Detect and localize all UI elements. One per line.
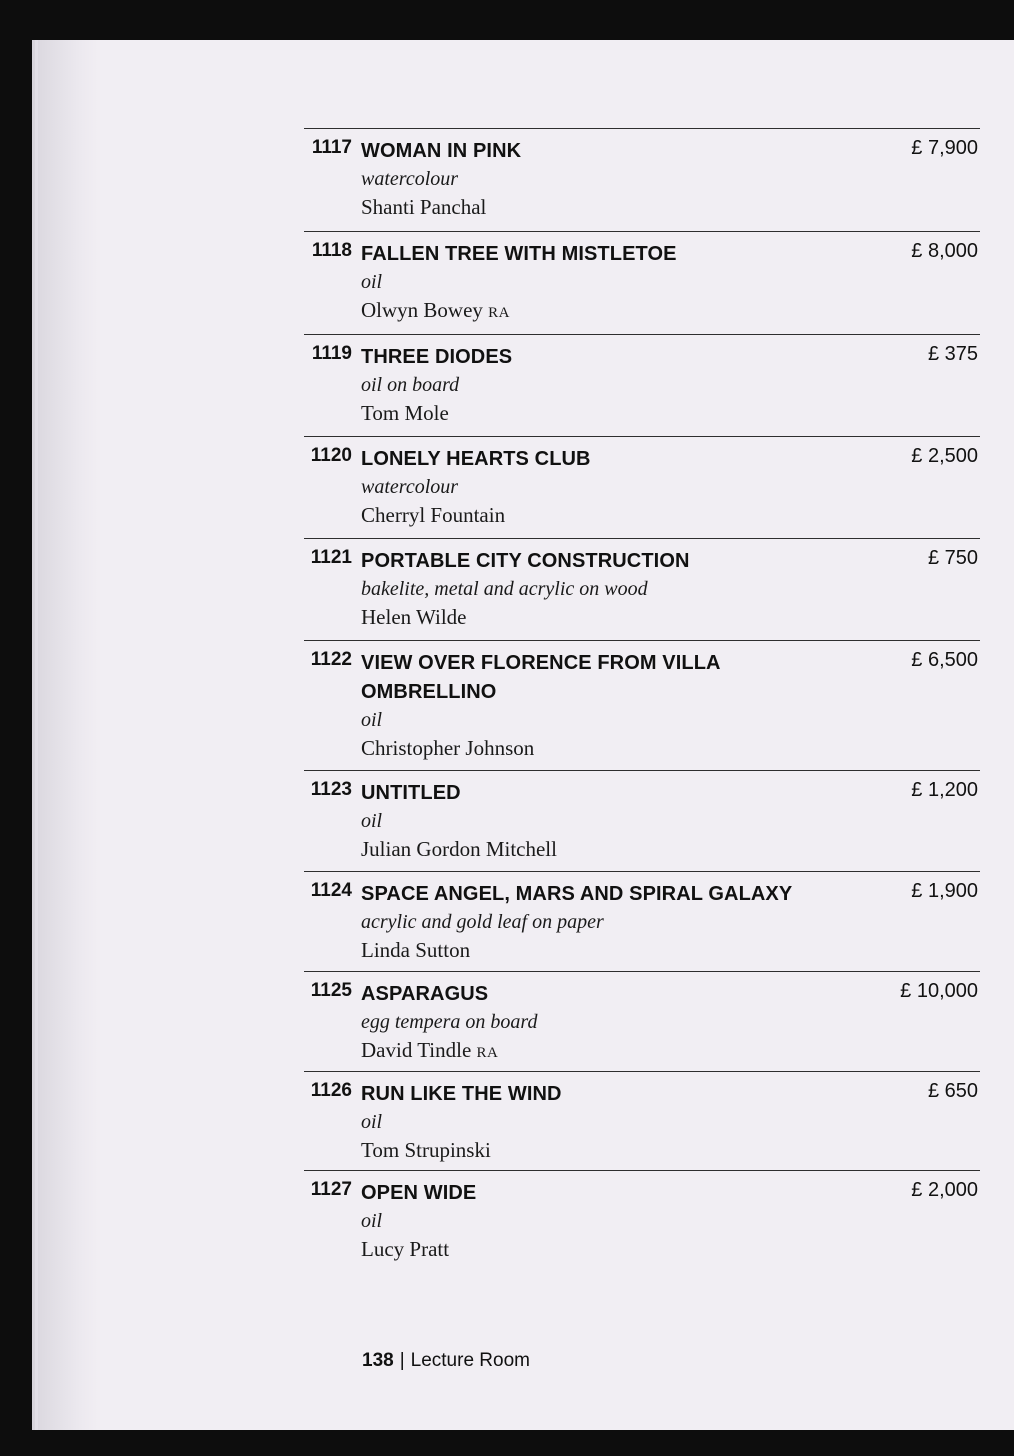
- artist-suffix: RA: [488, 305, 511, 321]
- artist-name: David Tindle RA: [361, 1038, 499, 1062]
- lot-number: 1125: [310, 980, 352, 1001]
- catalogue-entry: [304, 334, 980, 437]
- artwork-medium: watercolour: [361, 168, 459, 190]
- catalogue-entry: [304, 436, 980, 539]
- artwork-price: £ 1,200: [911, 779, 978, 801]
- artist-name: Shanti Panchal: [361, 195, 487, 219]
- artist-name: Olwyn Bowey RA: [361, 298, 511, 322]
- catalogue-entry: [304, 871, 980, 972]
- artwork-medium: oil: [361, 271, 383, 293]
- page-number: 138: [362, 1350, 394, 1371]
- artwork-title: OPEN WIDE: [361, 1182, 477, 1204]
- artwork-medium: egg tempera on board: [361, 1011, 538, 1033]
- artwork-price: £ 10,000: [900, 980, 978, 1002]
- lot-number: 1127: [310, 1179, 352, 1200]
- lot-number: 1126: [310, 1080, 352, 1101]
- catalogue-entry: [304, 231, 980, 335]
- artwork-price: £ 6,500: [911, 649, 978, 671]
- artwork-medium: watercolour: [361, 476, 459, 498]
- lot-number: 1119: [311, 343, 352, 364]
- artwork-price: £ 750: [927, 547, 978, 569]
- artist-name: Cherryl Fountain: [361, 503, 506, 527]
- artwork-price: £ 8,000: [911, 240, 978, 262]
- artwork-title: WOMAN IN PINK: [361, 140, 522, 162]
- artwork-medium: acrylic and gold leaf on paper: [361, 911, 604, 933]
- artist-suffix: RA: [476, 1045, 499, 1061]
- page-edge-shadow: [38, 40, 98, 1430]
- artwork-title: SPACE ANGEL, MARS AND SPIRAL GALAXY: [361, 883, 793, 905]
- artwork-price: £ 2,000: [911, 1179, 978, 1201]
- artwork-title: ASPARAGUS: [361, 983, 489, 1005]
- catalogue-entry: [304, 128, 980, 232]
- lot-number: 1124: [310, 880, 352, 901]
- artist-name: Christopher Johnson: [361, 736, 535, 760]
- footer-separator: |: [399, 1350, 405, 1371]
- catalogue-entry: [304, 770, 980, 872]
- artwork-medium: oil: [361, 709, 383, 731]
- artwork-medium: bakelite, metal and acrylic on wood: [361, 578, 648, 600]
- artwork-price: £ 7,900: [911, 137, 978, 159]
- artist-name: Lucy Pratt: [361, 1237, 450, 1261]
- artwork-title: UNTITLED: [361, 782, 461, 804]
- artwork-title: THREE DIODES: [361, 346, 513, 368]
- catalogue-entry: [304, 1071, 980, 1171]
- catalogue-entry: [304, 538, 980, 641]
- catalogue-entry: [304, 640, 980, 771]
- artwork-medium: oil on board: [361, 374, 460, 396]
- artwork-medium: oil: [361, 1210, 383, 1232]
- artwork-medium: oil: [361, 810, 383, 832]
- artwork-title: FALLEN TREE WITH MISTLETOE: [361, 243, 677, 265]
- artwork-title: LONELY HEARTS CLUB: [361, 448, 591, 470]
- artist-name: Tom Mole: [361, 401, 449, 425]
- artwork-medium: oil: [361, 1111, 383, 1133]
- artwork-title: VIEW OVER FLORENCE FROM VILLA OMBRELLINO: [361, 652, 720, 703]
- artwork-title: PORTABLE CITY CONSTRUCTION: [361, 550, 690, 572]
- section-name: Lecture Room: [410, 1350, 530, 1371]
- catalogue-page: [38, 40, 1014, 1430]
- artist-name: Helen Wilde: [361, 605, 467, 629]
- artwork-title: RUN LIKE THE WIND: [361, 1083, 562, 1105]
- catalogue-entry: [304, 1170, 980, 1271]
- lot-number: 1117: [311, 137, 352, 158]
- artwork-price: £ 2,500: [911, 445, 978, 467]
- lot-number: 1121: [310, 547, 352, 568]
- lot-number: 1122: [310, 649, 352, 670]
- lot-number: 1123: [310, 779, 352, 800]
- page-footer: [362, 1350, 530, 1372]
- lot-number: 1118: [311, 240, 352, 261]
- lot-number: 1120: [310, 445, 352, 466]
- artist-name: Julian Gordon Mitchell: [361, 837, 557, 861]
- artwork-price: £ 375: [927, 343, 978, 365]
- artist-name: Linda Sutton: [361, 938, 471, 962]
- artwork-price: £ 650: [927, 1080, 978, 1102]
- catalogue-entry: [304, 971, 980, 1072]
- artist-name: Tom Strupinski: [361, 1138, 491, 1162]
- artwork-price: £ 1,900: [911, 880, 978, 902]
